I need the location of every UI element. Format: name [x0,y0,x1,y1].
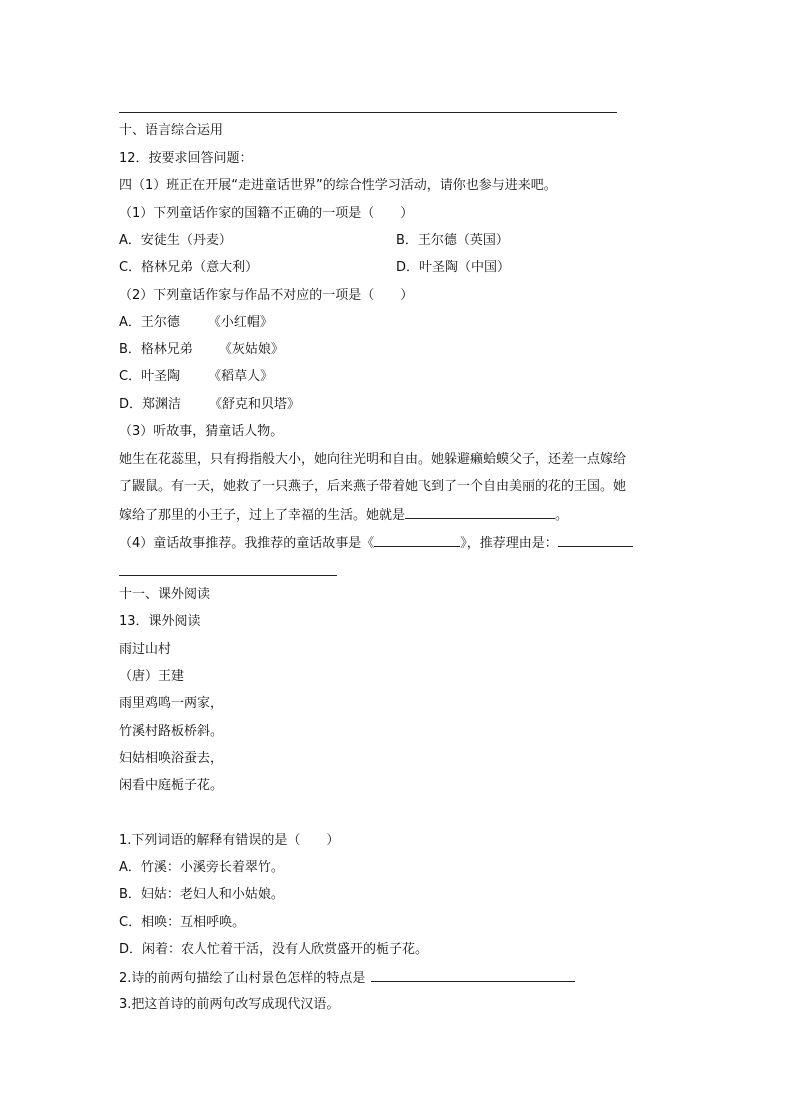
sub2-option-a [119,314,273,332]
sub2-option-d [119,396,300,414]
question-13: 13．课外阅读 [119,614,201,629]
poem-title: 雨过山村 [119,642,172,657]
sub2-b-work: 《灰姑娘》 [218,342,284,357]
poem-line-3: 妇姑相唤浴蚕去， [119,751,224,766]
sub2-b-author: B．格林兄弟 [119,342,193,357]
sub1-option-b: B．王尔德（英国） [396,233,509,248]
sub2-d-work: 《舒克和贝塔》 [209,397,301,412]
question-12: 12．按要求回答问题： [119,151,253,166]
q2-text: 2.诗的前两句描绘了山村景色怎样的特点是 [119,971,366,986]
sub3-story-line-1: 她生在花蕊里，只有拇指般大小，她向往光明和自由。她躲避癞蛤蟆父子，还差一点嫁给 [119,452,627,467]
sub1-option-c: C．格林兄弟（意大利） [119,260,259,275]
sub2-c-work: 《稻草人》 [208,369,274,384]
sub2-c-author: C．叶圣陶 [119,369,181,384]
q2-line [119,968,575,988]
sub4-reason-continuation-blank[interactable] [119,575,337,576]
sub2-option-c [119,368,273,386]
sub2-a-work: 《小红帽》 [207,315,273,330]
sub3-answer-blank[interactable] [405,505,555,519]
sub4-reason-blank[interactable] [558,533,633,547]
sub3-story-line-2: 了鼹鼠。有一天，她救了一只燕子，后来燕子带着她飞到了一个自由美丽的花的王国。她 [119,479,627,494]
sub1-option-row-1 [119,232,232,250]
section11-heading: 十一、课外阅读 [119,587,211,602]
sub3-story-line-3 [119,505,568,525]
q1-option-d: D．闲着：农人忙着干活，没有人欣赏盛开的栀子花。 [119,942,429,957]
sub3-stem: （3）听故事，猜童话人物。 [119,424,284,439]
q1-option-a: A．竹溪：小溪旁长着翠竹。 [119,860,284,875]
poem-line-2: 竹溪村路板桥斜。 [119,724,224,739]
top-rule [119,112,617,113]
sub4-line [119,533,633,553]
q1-option-c: C．相唤：互相呼唤。 [119,915,246,930]
q1-stem: 1.下列词语的解释有错误的是（ ） [119,833,340,848]
poem-author: （唐）王建 [119,669,185,684]
poem-line-1: 雨里鸡鸣一两家， [119,696,224,711]
q3-text: 3.把这首诗的前两句改写成现代汉语。 [119,997,340,1012]
sub2-option-b [119,341,284,359]
poem-line-4: 闲看中庭栀子花。 [119,778,224,793]
sub1-option-a: A．安徒生（丹麦） [119,233,232,248]
q1-option-b: B．妇姑：老妇人和小姑娘。 [119,887,284,902]
sub3-line3-end: 。 [555,508,569,523]
sub4-text-2: 》，推荐理由是： [460,536,558,551]
sub2-stem: （2）下列童话作家与作品不对应的一项是（ ） [119,288,414,303]
activity-intro: 四（1）班正在开展“走进童话世界”的综合性学习活动，请你也参与进来吧。 [119,178,557,193]
q2-answer-blank[interactable] [371,968,575,982]
sub4-story-blank[interactable] [374,533,460,547]
section10-heading: 十、语言综合运用 [119,123,224,138]
sub4-text-1: （4）童话故事推荐。我推荐的童话故事是《 [119,536,375,551]
sub2-d-author: D．郑渊洁 [119,397,182,412]
sub3-line3-text: 嫁给了那里的小王子，过上了幸福的生活。她就是 [119,508,406,523]
sub1-option-d: D．叶圣陶（中国） [396,260,511,275]
sub1-stem: （1）下列童话作家的国籍不正确的一项是（ ） [119,206,414,221]
sub2-a-author: A．王尔德 [119,315,180,330]
